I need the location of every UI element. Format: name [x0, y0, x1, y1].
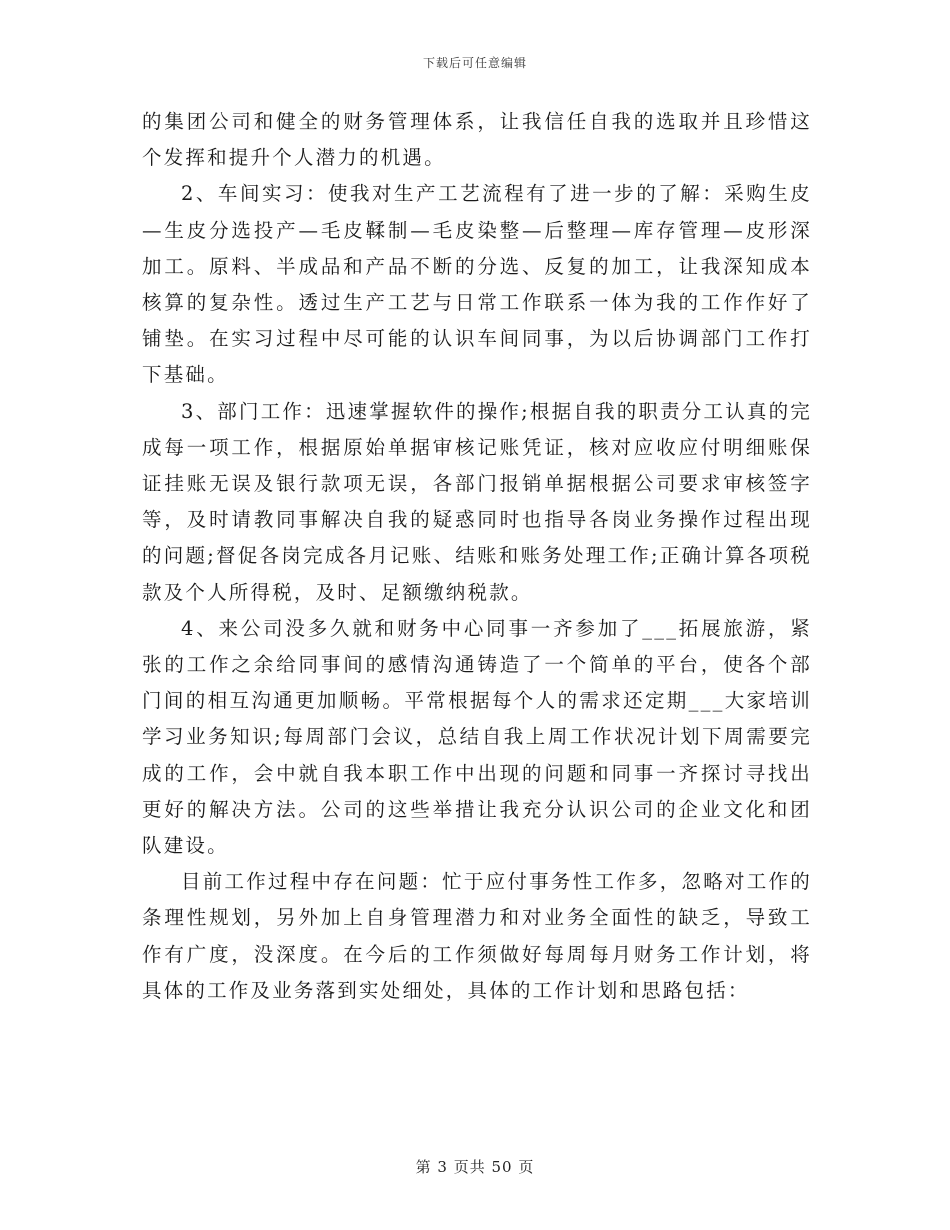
paragraph-workshop-internship: 2、车间实习：使我对生产工艺流程有了进一步的了解：采购生皮—生皮分选投产—毛皮鞣制—毛皮染整—后整理—库存管理—皮形深加工。原料、半成品和产品不断的分选、反复的加工，让我深知成本核算的复杂性。透过生产工艺与日常工作联系一体为我的工作作好了铺垫。在实习过程中尽可能的认识车间同事，为以后协调部门工作打下基础。	[142, 182, 812, 387]
paragraph-department-work: 3、部门工作：迅速掌握软件的操作;根据自我的职责分工认真的完成每一项工作，根据原始单据审核记账凭证，核对应收应付明细账保证挂账无误及银行款项无误，各部门报销单据根据公司要求审核签字等，及时请教同事解决自我的疑惑同时也指导各岗业务操作过程出现的问题;督促各岗完成各月记账、结账和账务处理工作;正确计算各项税款及个人所得税，及时、足额缴纳税款。	[142, 399, 812, 604]
document-body	[142, 104, 812, 1009]
paragraph-team-activities: 4、来公司没多久就和财务中心同事一齐参加了___拓展旅游，紧张的工作之余给同事间的感情沟通铸造了一个简单的平台，使各个部门间的相互沟通更加顺畅。平常根据每个人的需求还定期___大家培训学习业务知识;每周部门会议，总结自我上周工作状况计划下周需要完成的工作，会中就自我本职工作中出现的问题和同事一齐探讨寻找出更好的解决方法。公司的这些举措让我充分认识公司的企业文化和团队建设。	[142, 616, 812, 858]
header-note: 下载后可任意编辑	[422, 56, 527, 70]
paragraph-current-problems: 目前工作过程中存在问题：忙于应付事务性工作多，忽略对工作的条理性规划，另外加上自身管理潜力和对业务全面性的缺乏，导致工作有广度，没深度。在今后的工作须做好每周每月财务工作计划，将具体的工作及业务落到实处细处，具体的工作计划和思路包括：	[142, 870, 812, 1002]
page-number: 第 3 页共 50 页	[415, 1158, 535, 1176]
paragraph-continuation: 的集团公司和健全的财务管理体系，让我信任自我的选取并且珍惜这个发挥和提升个人潜力的机遇。	[142, 110, 812, 170]
